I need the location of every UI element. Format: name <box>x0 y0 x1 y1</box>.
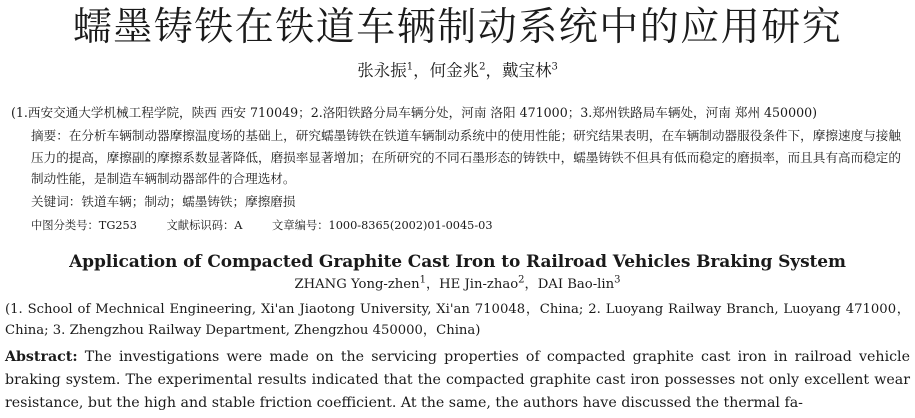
english-author-name: ，DAI Bao-lin <box>524 277 615 292</box>
english-author-name: ZHANG Yong-zhen <box>294 277 420 292</box>
english-authors <box>0 276 915 294</box>
chinese-title: 蠕墨铸铁在铁道车辆制动系统中的应用研究 <box>72 5 843 50</box>
english-title: Application of Compacted Graphite Cast Iron to Railroad Vehicles Braking System <box>69 252 846 272</box>
affiliation-superscript: 3 <box>551 61 558 73</box>
classification-info <box>31 218 901 234</box>
clc-number: 中图分类号：TG253 <box>31 219 137 232</box>
chinese-author-name: ，戴宝林 <box>485 61 552 80</box>
chinese-abstract: 摘要：在分析车辆制动器摩擦温度场的基础上，研究蠕墨铸铁在铁道车辆制动系统中的使用性能；研究结果表明，在车辆制动器服役条件下，摩擦速度与接触压力的提高，摩擦副的摩擦系数显著降低，磨损率显著增加；在所研究的不同石墨形态的铸铁中，蠕墨铸铁不但具有低而稳定的磨损率，而且具有高而稳定的制动性能，是制造车辆制动器部件的合理选材。 <box>31 128 901 186</box>
chinese-author-name: 张永振 <box>357 61 407 80</box>
affiliation-superscript: 3 <box>614 274 621 286</box>
document-code: 文献标识码：A <box>166 219 243 232</box>
affiliation-superscript: 1 <box>406 61 414 73</box>
chinese-author-name: ，何金兆 <box>413 61 480 80</box>
abstract-text: The investigations were made on the servicing properties of compacted graphite cast iron in railroad vehicle braking system. The experimental results indicated that the compacted graphite cast iron possesses not only excellent wear resistance, but the high and stable friction coefficient. At the same, the authors have discussed the thermal fa- <box>5 349 910 411</box>
english-author-name: ，HE Jin-zhao <box>425 277 519 292</box>
english-affiliations: (1. School of Mechnical Engineering, Xi'an Jiaotong University, Xi'an 710048，China; 2. Luoyang Railway Branch, Luoyang 471000，China; 3. Zhengzhou Railway Department, Zhengzhou 450000，China) <box>5 302 910 338</box>
chinese-keywords: 关键词：铁道车辆；制动；蠕墨铸铁；摩擦磨损 <box>31 194 296 209</box>
article-number: 文章编号：1000-8365(2002)01-0045-03 <box>272 219 493 232</box>
affiliation-superscript: 2 <box>518 274 525 286</box>
affiliation-superscript: 2 <box>479 61 486 73</box>
chinese-affiliations: (1.西安交通大学机械工程学院，陕西 西安 710049；2.洛阳铁路分局车辆分处，河南 洛阳 471000；3.郑州铁路局车辆处，河南 郑州 450000) <box>11 105 818 120</box>
english-abstract <box>5 346 910 415</box>
affiliation-superscript: 1 <box>419 274 426 286</box>
abstract-label: Abstract: <box>5 349 78 365</box>
chinese-authors <box>0 60 915 82</box>
